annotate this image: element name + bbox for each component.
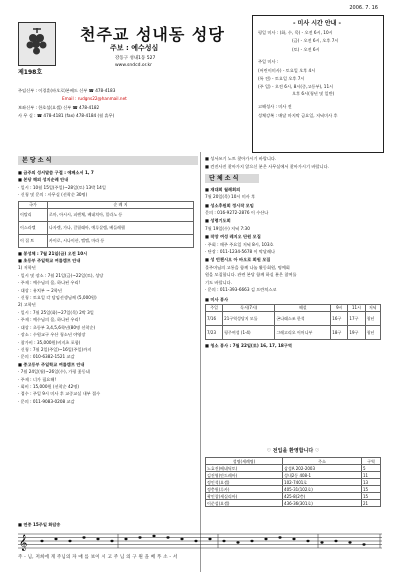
- table-cell: 청년: [365, 311, 380, 325]
- church-logo: [18, 22, 56, 66]
- mass-time-line: (금) - 오전 6시, 오후 7시: [292, 38, 339, 44]
- news-line: · 신청 및 문의 : 사무실 (선착순 30명): [18, 192, 88, 198]
- svg-text:𝄞: 𝄞: [19, 535, 28, 551]
- table-row: [206, 311, 381, 325]
- group-line: ■ 성 빈첸시오 아 바오로 회원 모집: [205, 257, 271, 263]
- mass-time-line: 오후 6시(청년 및 일반): [292, 90, 335, 96]
- mass-time-line: 평일 미사 : (화, 수, 목) - 오전 6시, 10시: [258, 30, 333, 35]
- table-cell: 이스라엘: [19, 221, 48, 234]
- issue-number: 제198호: [18, 69, 43, 76]
- church-url[interactable]: www.sndcd.or.kr: [115, 63, 152, 68]
- table-row: [206, 486, 381, 493]
- table-header: 9시: [331, 304, 348, 311]
- welcome-list: [205, 457, 381, 507]
- table-cell: 이탈리: [19, 208, 48, 221]
- news-line: · 회비 : 15,000원 (선착순 42명): [18, 383, 79, 389]
- news-line: ■ 견진사진 찾아가지 않으신 분은 사무실에서 찾아가시기 바랍니다.: [205, 164, 329, 170]
- news-line: · 주제 : 예수님의 몸, 하나된 우리!: [18, 317, 81, 323]
- table-cell: 그레고리오 어머니부: [275, 325, 331, 339]
- mass-time-line: (어린이미사) - 토요일 오후 4시: [258, 67, 316, 73]
- table-row: [19, 221, 194, 234]
- assistant-pastor-contact: 보좌신부 : 한호섭(요셉) 신부 ☎ 478-4182: [18, 104, 100, 110]
- group-line: 기도 바랍니다.: [205, 279, 232, 285]
- news-line: · 참가비 : 35,000원(비지츠 포함): [18, 339, 81, 345]
- table-cell: 이 집 트: [19, 234, 48, 247]
- table-cell: 로마, 아시시, 피렌체, 베네치아, 밀라노 등: [48, 208, 194, 221]
- table-cell: 김진영(안드레아): [206, 472, 283, 479]
- table-row: [206, 325, 381, 339]
- mass-time-line: 성체강복 : 매달 마지막 금요일, 저녁미사 후: [258, 112, 338, 118]
- table-cell: 삼성A 202-2003: [283, 465, 362, 472]
- table-row: [206, 479, 381, 486]
- group-line: ■ 성소후원회 정시작 모임: [205, 202, 254, 208]
- column-divider: [200, 152, 201, 572]
- office-contact: 사 무 실 : ☎ 478-4181 (fax) 478-4184 (월 휴무): [18, 113, 115, 119]
- psalm-title: ■ 연중 15주일 화답송: [18, 522, 61, 527]
- group-line: · 주회 : 매주 주요일 저녁 8시, 103호: [205, 241, 274, 247]
- mass-service-table: [205, 304, 381, 340]
- news-line: ■ 성서쓰기 노트 찾아가시기 바랍니다.: [205, 156, 277, 161]
- table-cell: 405-31(102호): [283, 486, 362, 493]
- news-line: 2) 고학년: [18, 302, 36, 308]
- table-cell: 청년: [365, 325, 380, 339]
- table-cell: 정인석(요셉): [206, 479, 283, 486]
- news-line: · 일시 : 7월 25일(화)~27일(목) 2박 3일: [18, 309, 94, 315]
- table-header: 독서(7시): [223, 304, 275, 311]
- table-header: 순 례 지: [48, 201, 194, 208]
- table-cell: 곤나래스조 한석: [275, 311, 331, 325]
- table-header: 11시: [348, 304, 365, 311]
- pilgrimage-table: [18, 201, 194, 248]
- table-cell: 곽인창(세실리아): [206, 493, 283, 500]
- table-cell: 436-36(301호): [283, 500, 362, 507]
- table-header: 주일: [206, 304, 223, 311]
- table-cell: 정충원(루카): [206, 486, 283, 493]
- mass-time-line: (특 전) - 토요일 오후 7시: [258, 76, 305, 82]
- news-line: ■ 금주의 성서말씀 구절 : 에페소서 1, 7: [18, 170, 94, 175]
- table-cell: 16구: [331, 311, 348, 325]
- news-line: · 신청 : 토요일 각 담임선생님께 (5,000원): [18, 295, 97, 301]
- group-news-bar: 단 체 소 식: [205, 174, 259, 183]
- group-line: ■ 작장 여성 레지오 단원 모집: [205, 234, 261, 240]
- news-line: · 주제 : 너가 필요해!: [18, 376, 57, 382]
- news-line: · 주제 : 예수님의 몸, 하나된 우리!: [18, 280, 81, 286]
- bulletin-patron: 주보 : 예수성심: [110, 44, 159, 52]
- mass-time-line: (주 일) - 오전 6시, 8시(중,고등부), 11시: [258, 84, 334, 90]
- table-cell: 425-8(2층): [283, 493, 362, 500]
- news-line: ■ 중고등부 주일학교 여름캠프 안내: [18, 361, 85, 367]
- news-line: ■ 봉성체 : 7월 21일(금) 오전 10시: [18, 250, 88, 256]
- table-cell: 7/16: [206, 311, 223, 325]
- parish-news-bar: 본 당 소 식: [18, 156, 198, 165]
- news-line: · 신청 : 7월 2일(주일)~16일(주일)까지: [18, 346, 92, 352]
- group-line: · 단장 : 011-1234-5678 이 막달레나: [205, 249, 276, 255]
- news-line: · 장소 : 수원교구 우산 청소년 야영장: [18, 332, 86, 338]
- table-cell: 이준섭(요셉): [206, 500, 283, 507]
- group-line: 원을 모집합니다. 관련 본당 함께 하실 분은 참여를: [205, 272, 297, 278]
- table-row: [206, 465, 381, 472]
- news-line: · 대상 : 초등부 3,4,5,6학년(80명 선착순): [18, 324, 96, 330]
- table-row: [19, 234, 194, 247]
- group-line: 물주머님의 고통을 함께 나눌 활동회원, 명예회: [205, 264, 290, 270]
- news-line: · 일시 및 장소 : 7월 21일(금)~22일(토), 성당: [18, 272, 104, 278]
- table-cell: 15: [362, 486, 381, 493]
- table-cell: 11: [362, 472, 381, 479]
- mass-time-line: (토) - 오전 6시: [292, 46, 320, 52]
- mass-time-line: 주일 미사 :: [258, 59, 279, 65]
- group-line: ■ 재대회 월례회의: [205, 186, 241, 192]
- church-address: 강동구 성내1동 527: [115, 56, 156, 61]
- table-cell: 13: [362, 479, 381, 486]
- group-line: 7월 20일(목) 10시 미사 후: [205, 194, 256, 200]
- table-row: [206, 472, 381, 479]
- psalm-score: [18, 531, 382, 553]
- table-header: 주소: [283, 458, 362, 465]
- table-cell: 15: [362, 493, 381, 500]
- group-line: ■ 성령기도회: [205, 218, 231, 224]
- mass-time-line: 고해성사 : 미사 전: [258, 104, 292, 110]
- mass-service-title: ■ 미사 봉사: [205, 296, 229, 302]
- mass-time-title: - 미사 시간 안내 -: [292, 20, 342, 27]
- news-line: ■ 본당 해외 성지순례 안내: [18, 177, 69, 183]
- table-cell: 7/23: [206, 325, 223, 339]
- contact-info: [18, 88, 240, 119]
- table-row: [206, 500, 381, 507]
- news-line: · 문의 : 010-6382-1521 교감: [18, 354, 75, 360]
- welcome-table: [205, 457, 381, 507]
- table-cell: 21구역성당지 모듈: [223, 311, 275, 325]
- table-cell: 19구: [348, 325, 365, 339]
- welcome-title: ♡ 전입을 환영합니다 ♡: [266, 448, 320, 454]
- psalm-lyrics: 주 - 님, 저희에 게 주님의 자 애 를 보이 시 고 주 님 의 구 원 을 베 푸 소 - 서: [18, 555, 178, 560]
- table-row: [206, 493, 381, 500]
- mass-time-list: [258, 30, 380, 118]
- table-cell: 평주여성 (1-4): [223, 325, 275, 339]
- news-line: · 대상 : 유치부 ~ 2학년: [18, 287, 62, 293]
- table-header: 해설: [275, 304, 331, 311]
- news-line: · 일시 : 10월 15일(주일)~28일(토) 13박 14일: [18, 184, 106, 190]
- table-cell: 18구: [331, 325, 348, 339]
- cleaning-service: ■ 청소 봉사 : 7월 22일(토) 16, 17, 18구역: [205, 342, 292, 348]
- right-news-list: [205, 156, 383, 348]
- table-header: 국가: [19, 201, 48, 208]
- pastor-email[interactable]: Email : rudgns22@hanmail.net: [62, 96, 127, 102]
- table-cell: 노효진(베네딕토): [206, 465, 283, 472]
- group-line: 문의 : 016-9272-2876 이 수산나: [205, 210, 269, 216]
- table-cell: 나자렛, 가나, 갈릴래아, 예루살렘, 베들레헴: [48, 221, 194, 234]
- news-line: · 문의 : 011-9083-0208 교감: [18, 398, 75, 404]
- news-line: ■ 초등부 주일학교 여름캠프 안내: [18, 258, 81, 264]
- parish-news-list: [18, 170, 198, 404]
- news-line: 1) 저학년: [18, 265, 36, 271]
- issue-date: 2006. 7. 16: [349, 5, 378, 11]
- table-cell: 21: [362, 500, 381, 507]
- church-name: 천주교 성내동 성당: [80, 25, 225, 44]
- group-line: · 문의 : 011-393-6663 김 프란치스코: [205, 287, 277, 293]
- group-line: 7월 19일(수) 저녁 7:30: [205, 225, 250, 231]
- table-header: 성명(세례명): [206, 458, 283, 465]
- news-line: · 7월 24일(월)~26일(수), 가평 꽃동네: [18, 369, 90, 375]
- table-cell: 성내2동 408-1: [283, 472, 362, 479]
- table-cell: 카이로, 시나이산, 엘엘, 마라 등: [48, 234, 194, 247]
- table-cell: 17구: [348, 311, 365, 325]
- pastor-contact: 주임신부 : 이경훈(바오로)본베드 신부 ☎ 478-4183: [18, 88, 116, 93]
- table-cell: 102-7401호: [283, 479, 362, 486]
- table-cell: 5: [362, 465, 381, 472]
- table-header: 저녁: [365, 304, 380, 311]
- table-row: [19, 208, 194, 221]
- news-line: · 접수 : 주일 9시 미사 후 교중교실 내부 접수: [18, 391, 101, 397]
- table-header: 구역: [362, 458, 381, 465]
